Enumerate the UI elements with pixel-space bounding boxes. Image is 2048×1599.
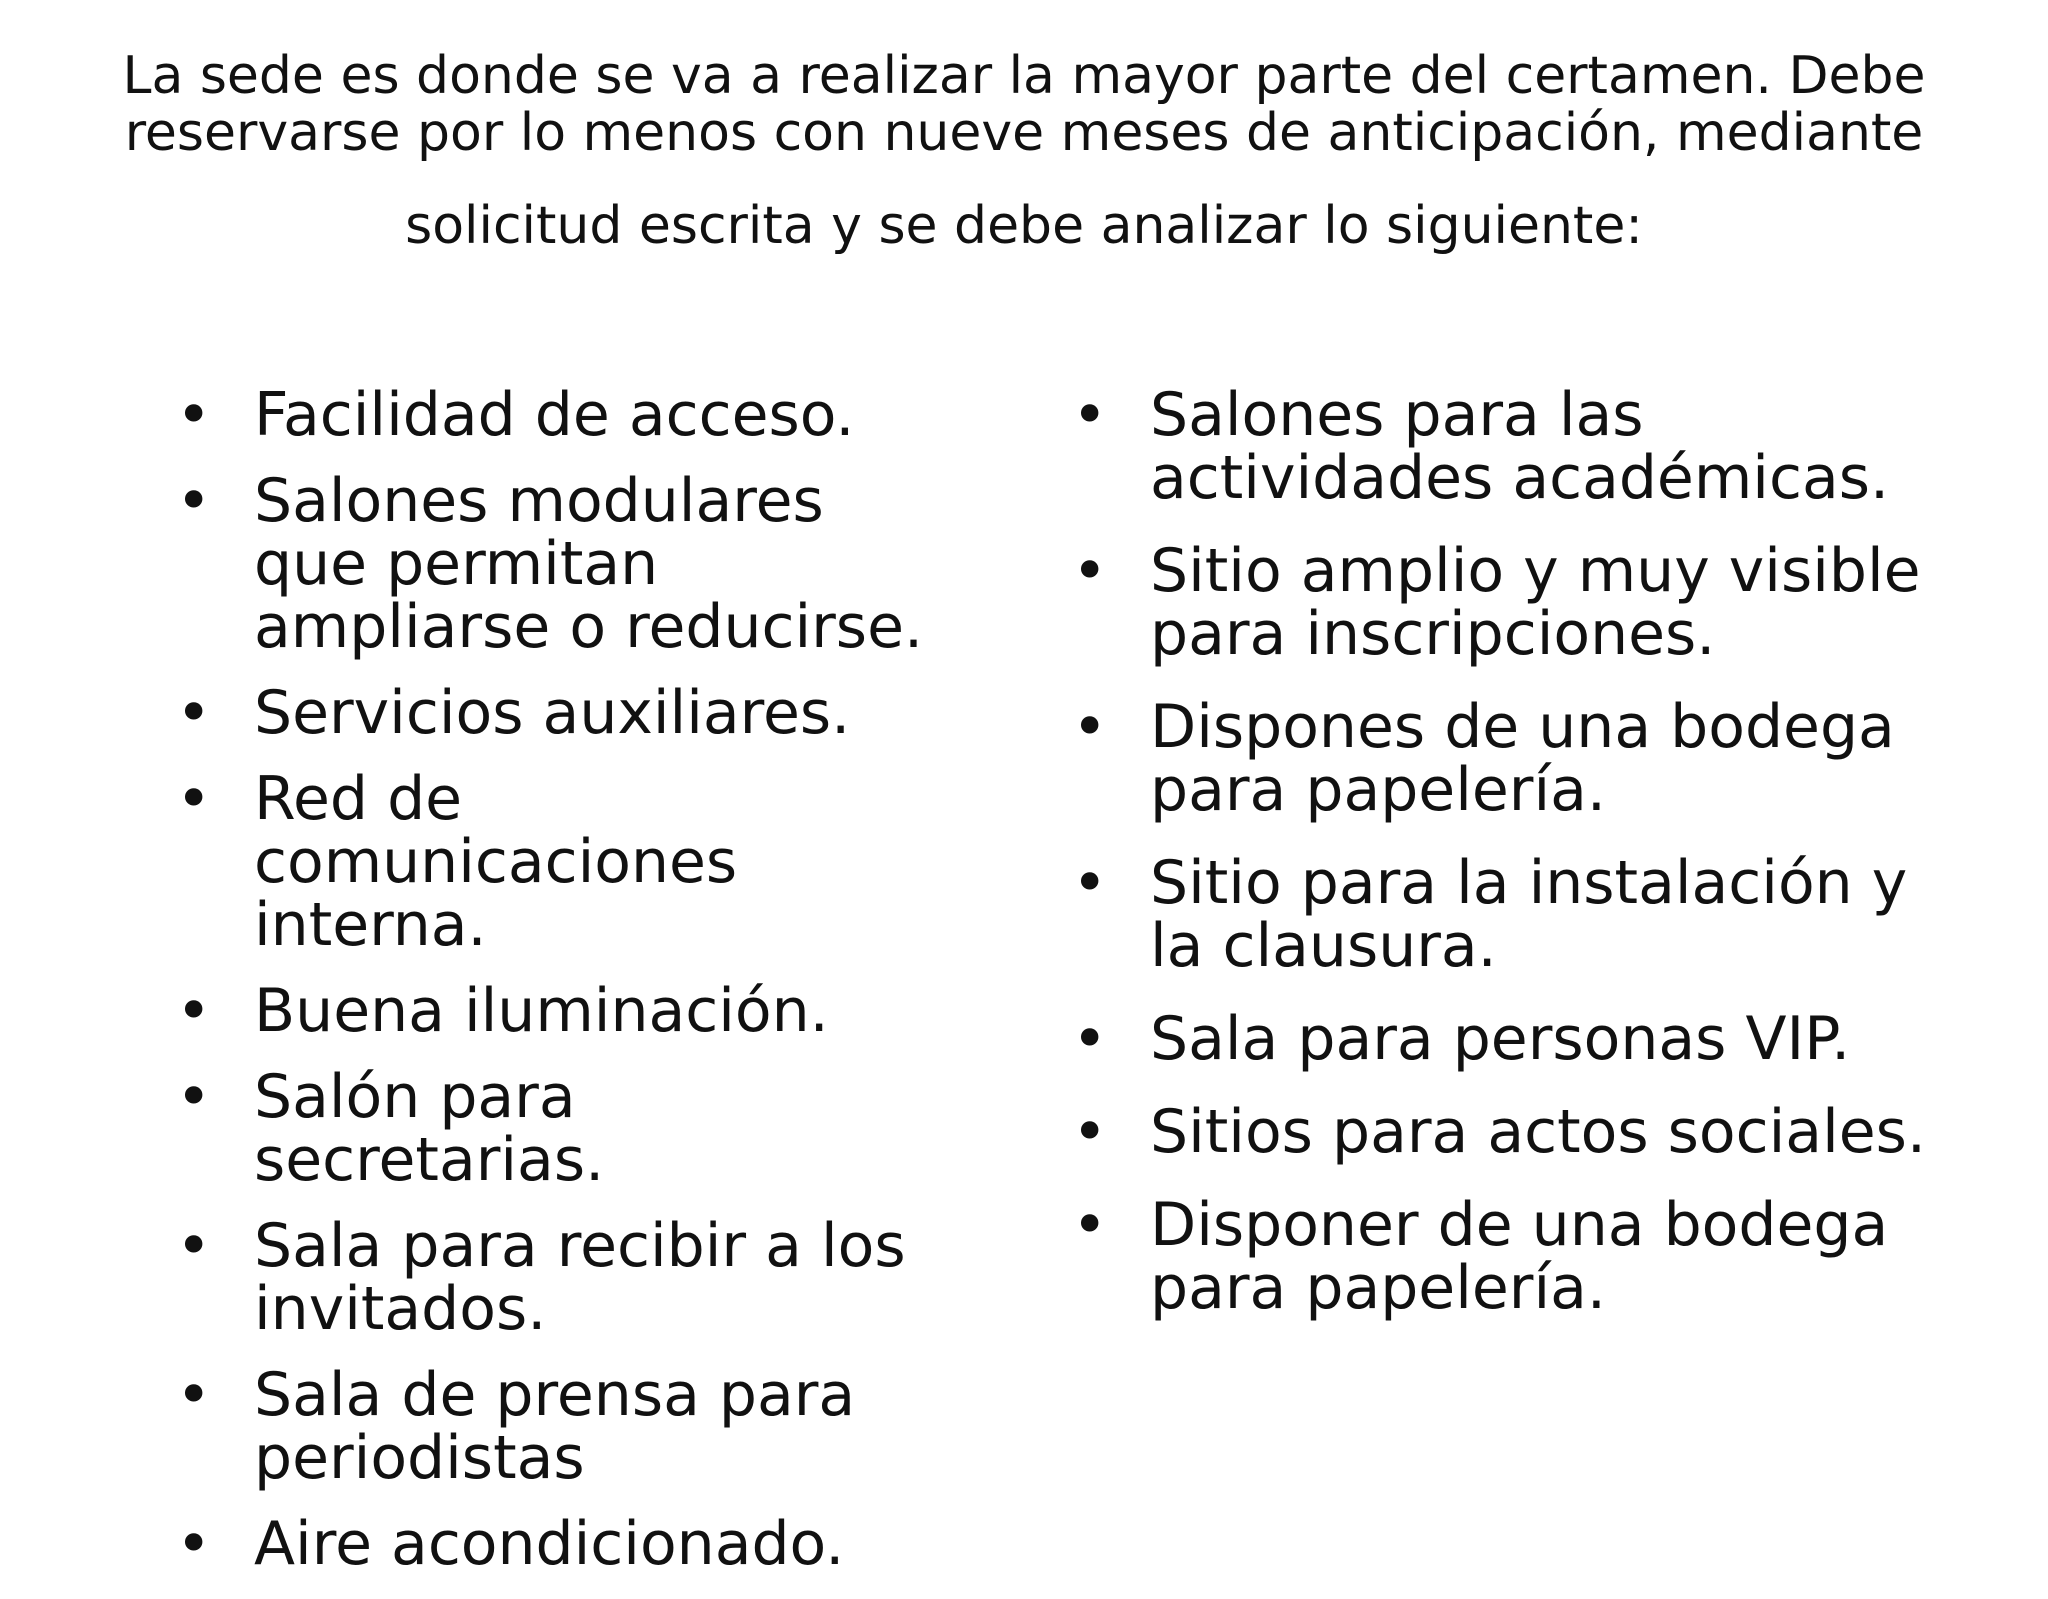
list-item: • Salones modulares que permitan ampliarse o reducirse. (176, 470, 936, 659)
list-item: • Salón para secretarias. (176, 1066, 936, 1192)
list-item: • Sala para recibir a los invitados. (176, 1215, 936, 1341)
list-item: • Sala de prensa para periodistas (176, 1364, 936, 1490)
list-item: • Red de comunicaciones interna. (176, 768, 936, 957)
list-item: • Facilidad de acceso. (176, 384, 936, 447)
list-item: • Salones para las actividades académicas. (1072, 384, 1932, 510)
list-item: • Sitios para actos sociales. (1072, 1101, 1932, 1164)
list-item: • Aire acondicionado. (176, 1513, 936, 1576)
intro-line-2: reservarse por lo menos con nueve meses de anticipación, mediante (124, 103, 1924, 164)
list-item: • Servicios auxiliares. (176, 682, 936, 745)
list-item: • Buena iluminación. (176, 980, 936, 1043)
right-bullet-list (1072, 380, 1932, 1350)
left-bullet-list (176, 380, 936, 1599)
list-item: • Sitio para la instalación y la clausura. (1072, 852, 1932, 978)
list-item: • Dispones de una bodega para papelería. (1072, 696, 1932, 822)
list-item: • Sala para personas VIP. (1072, 1008, 1932, 1071)
intro-line-1: La sede es donde se va a realizar la mayor parte del certamen. Debe (122, 46, 1926, 106)
intro-paragraph (0, 48, 2048, 256)
intro-line-3: solicitud escrita y se debe analizar lo siguiente: (405, 196, 1643, 257)
list-item: • Sitio amplio y muy visible para inscripciones. (1072, 540, 1932, 666)
list-item: • Disponer de una bodega para papelería. (1072, 1194, 1932, 1320)
